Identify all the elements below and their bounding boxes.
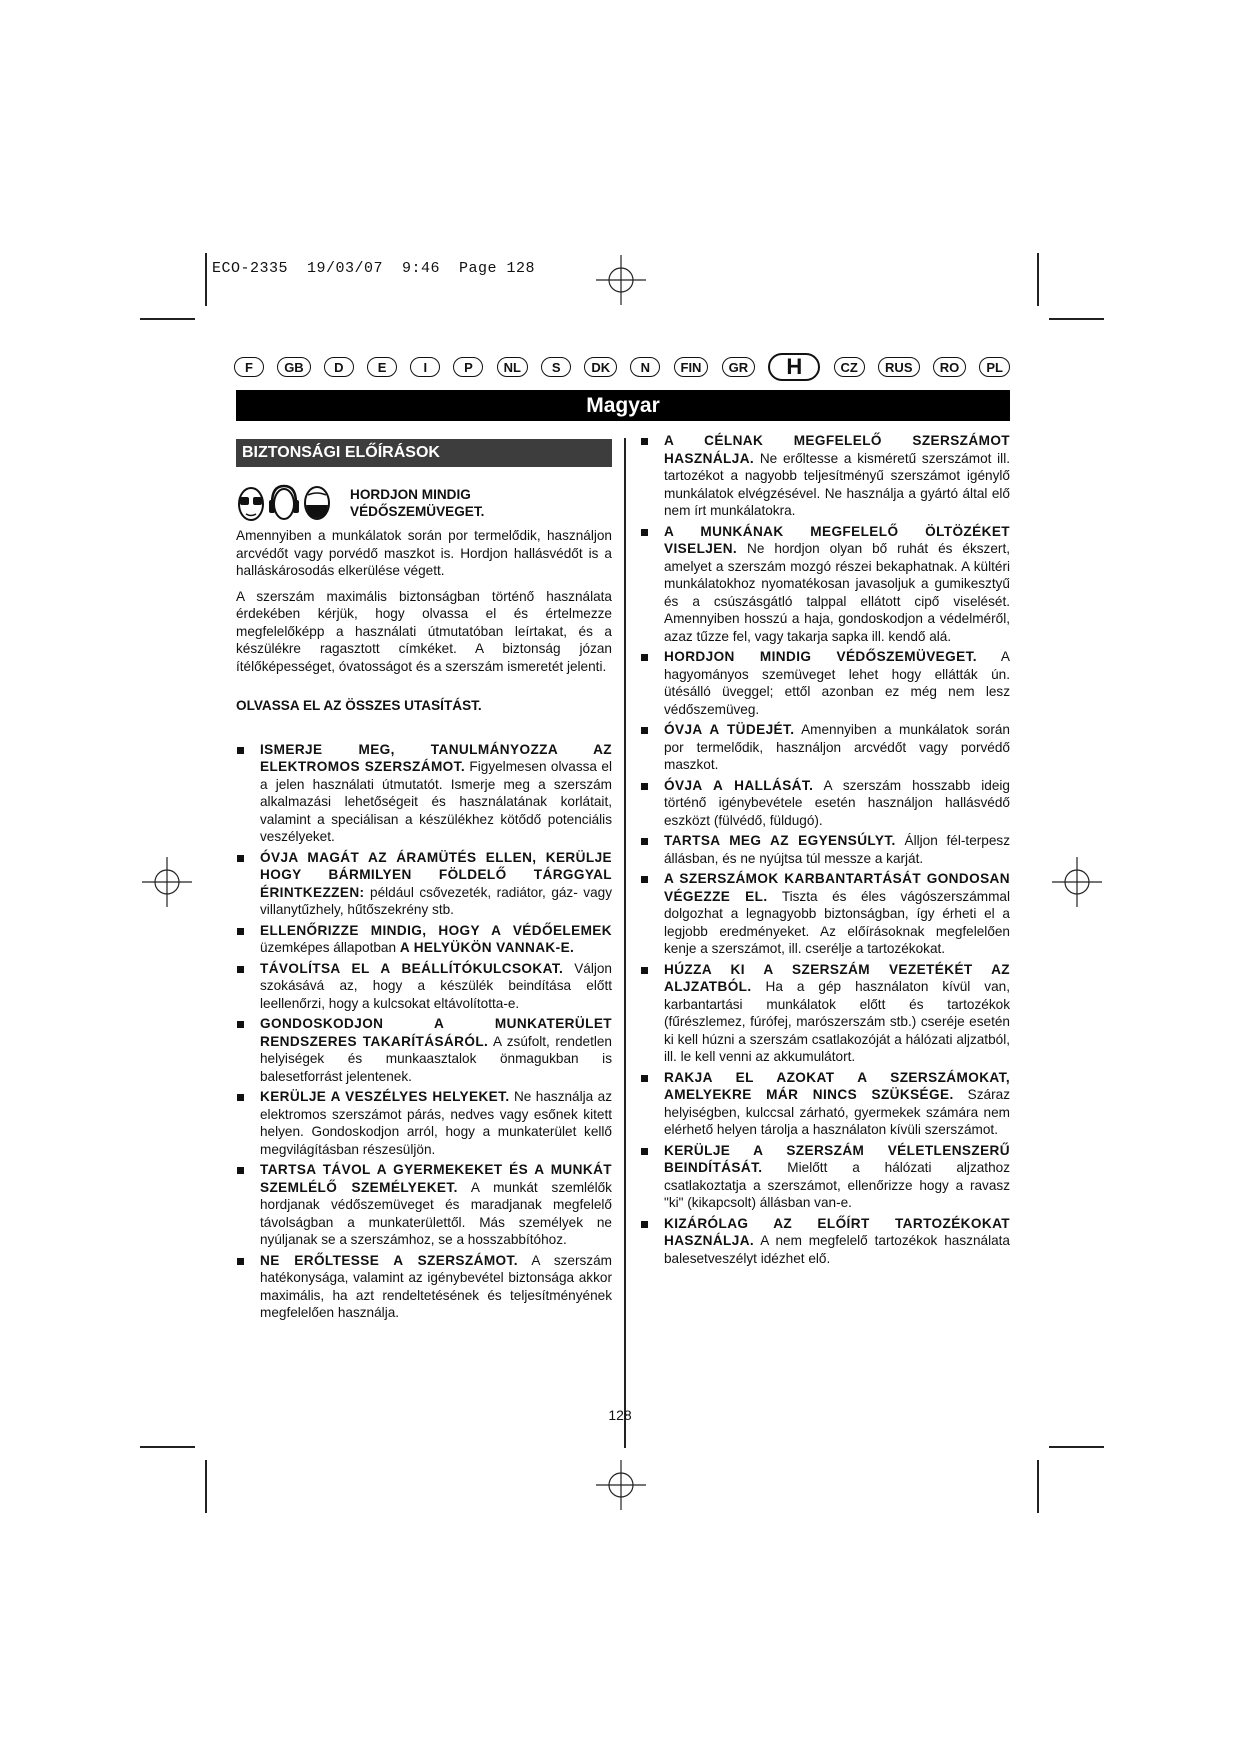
left-safety-list	[236, 741, 612, 1322]
left-column	[236, 432, 612, 1325]
language-rus: RUS	[878, 357, 919, 377]
safety-rule-text: Tiszta és éles vágószerszámmal dolgozhat a legnagyobb biztonságban, így érheti el a legjobb eredményeket. Az előírásoknak megfelelően kenje a szerszámot, ill. cserélje a tartozékokat.	[664, 888, 1010, 956]
safety-rule-text: például csővezeték, radiátor, gáz- vagy villanytűzhely, hűtőszekrény stb.	[260, 884, 612, 917]
page-title: Magyar	[236, 390, 1010, 421]
read-all-heading: OLVASSA EL AZ ÖSSZES UTASÍTÁST.	[236, 698, 482, 713]
safety-rule-text: Figyelmesen olvassa el a jelen használati útmutatót. Ismerje meg a szerszám alkalmazási lehetőségeit és használatának korlátait, valamint a speciálisan a készülékhez kötődő potenciális veszélyeket.	[260, 759, 612, 844]
crop-mark	[140, 318, 195, 320]
language-h: H	[768, 353, 820, 381]
safety-rule	[236, 1252, 612, 1322]
safety-glasses-icon	[236, 483, 266, 523]
safety-rule-title: ÓVJA MAGÁT AZ ÁRAMÜTÉS ELLEN, KERÜLJE HOGY BÁRMILYEN FÖLDELŐ TÁRGGYAL ÉRINTKEZZEN:	[260, 849, 612, 900]
language-f: F	[234, 357, 264, 377]
safety-rule-title: ELLENŐRIZZE MINDIG, HOGY A VÉDŐELEMEK	[260, 922, 612, 938]
safety-rule	[640, 432, 1010, 520]
language-p: P	[453, 357, 483, 377]
safety-rule-text: A munkát szemlélők hordjanak védőszemüveget és maradjanak megfelelő távolságban a munkaterülettől. Más személyek ne nyúljanak se a szerszámhoz, se a hosszabbítóhoz.	[260, 1179, 612, 1247]
safety-rule	[640, 870, 1010, 958]
safety-rule	[640, 1215, 1010, 1268]
safety-rule-text: Száraz helyiségben, kulccsal zárható, gyermekek számára nem elérhető helyen tárolja a használaton kívüli szerszámot.	[664, 1087, 1010, 1137]
language-ro: RO	[933, 357, 967, 377]
safety-rule	[640, 721, 1010, 774]
safety-rule-title: A SZERSZÁMOK KARBANTARTÁSÁT GONDOSAN VÉGEZZE EL.	[664, 871, 1010, 904]
safety-rule-text: Ne használja az elektromos szerszámot párás, nedves vagy esőnek kitett helyen. Gondoskodjon arról, hogy a munkaterület kellő megvilágításban részesüljön.	[260, 1089, 613, 1157]
safety-rule-title: TARTSA MEG AZ EGYENSÚLYT.	[664, 833, 896, 848]
safety-rule	[236, 849, 612, 919]
intro-paragraph: A szerszám maximális biztonságban történő használata érdekében kérjük, hogy olvassa el és értelmezze megfelelőképp a használati útmutatóban leírtakat, és a készülékre ragasztott címkéket. A biztonság józan ítélőképességet, óvatosságot és a szerszám ismeretét jelenti.	[236, 588, 612, 674]
safety-rule	[640, 1142, 1010, 1212]
safety-rule-title: ÓVJA A HALLÁSÁT.	[664, 777, 814, 793]
right-safety-list	[640, 432, 1010, 1267]
safety-rule-title: TÁVOLÍTSA EL A BEÁLLÍTÓKULCSOKAT.	[260, 960, 564, 976]
safety-rule-text: Ha a gép használaton kívül van, karbantartási munkálatok előtt és tartozékok (fűrészlemez, fúrófej, marószerszám stb.) cseréje esetén ki kell húzni a szerszám csatlakozóját a hálózati aljzatból, ill. le kell venni az akkumulátort.	[664, 979, 1010, 1064]
language-pl: PL	[979, 357, 1010, 377]
safety-rule	[236, 1161, 612, 1249]
safety-rule-title: HORDJON MINDIG VÉDŐSZEMÜVEGET.	[664, 649, 977, 664]
language-bar	[234, 352, 1010, 382]
safety-rule-text: A nem megfelelő tartozékok használata balesetveszélyt idézhet elő.	[664, 1233, 1010, 1266]
safety-rule-title: A MUNKÁNAK MEGFELELŐ ÖLTÖZÉKET VISELJEN.	[664, 523, 1010, 556]
safety-rule-text: Ne hordjon olyan bő ruhát és ékszert, amelyet a szerszám mozgó részei bekaphatnak. A kültéri munkálatokhoz nyomatékosan javasoljuk a gumikesztyű és a csúszásgátló talppal ellátott cipő viselését. Amennyiben hosszú a haja, gondoskodjon a védelméről, azaz tűzze fel, vagy takarja sapka ill. kendő alá.	[664, 541, 1010, 644]
safety-rule-text: A szerszám hatékonysága, valamint az igénybevétel biztonsága akkor maximális, ha azt rendeltetésének és teljesítményének megfelelően használja.	[260, 1252, 612, 1320]
printer-slug: ECO-2335 19/03/07 9:46 Page 128	[212, 260, 536, 277]
safety-rule	[236, 1015, 612, 1085]
crop-mark	[1037, 1460, 1039, 1513]
safety-rule-title: RAKJA EL AZOKAT A SZERSZÁMOKAT, AMELYEKRE MÁR NINCS SZÜKSÉGE.	[664, 1069, 1010, 1102]
safety-rule-text: Amennyiben a munkálatok során por termelődik, használjon arcvédőt vagy porvédő maszkot.	[664, 722, 1010, 772]
language-i: I	[410, 357, 440, 377]
crop-mark	[140, 1446, 195, 1448]
intro-paragraph: Amennyiben a munkálatok során por termelődik, használjon arcvédőt vagy porvédő maszkot is. Hordjon hallásvédőt is a halláskárosodás elkerülése végett.	[236, 528, 612, 578]
registration-mark-icon	[596, 1460, 646, 1510]
registration-mark-icon	[596, 255, 646, 305]
safety-rule-text: Mielőtt a hálózati aljzathoz csatlakoztatja a szerszámot, ellenőrizze hogy a ravasz "ki" (kikapcsolt) állásban van-e.	[664, 1160, 1010, 1210]
crop-mark	[1049, 318, 1104, 320]
safety-rule-title: GONDOSKODJON A MUNKATERÜLET RENDSZERES TAKARÍTÁSÁRÓL.	[260, 1016, 612, 1049]
icon-caption: HORDJON MINDIG VÉDŐSZEMÜVEGET.	[350, 487, 485, 519]
safety-rule-title: TARTSA TÁVOL A GYERMEKEKET ÉS A MUNKÁT SZEMLÉLŐ SZEMÉLYEKET.	[260, 1162, 612, 1195]
safety-rule	[236, 960, 612, 1013]
language-e: E	[367, 357, 397, 377]
safety-rule-text: üzemképes állapotban	[260, 940, 400, 955]
language-dk: DK	[584, 357, 617, 377]
safety-rule-title: ISMERJE MEG, TANULMÁNYOZZA AZ ELEKTROMOS SZERSZÁMOT.	[260, 741, 612, 774]
crop-mark	[1049, 1446, 1104, 1448]
language-gr: GR	[722, 357, 756, 377]
ear-protection-icon	[269, 483, 299, 523]
crop-mark	[205, 253, 207, 306]
section-heading: BIZTONSÁGI ELŐÍRÁSOK	[236, 439, 612, 467]
safety-rule-text: Váljon szokásává az, hogy a készülék beindítása előtt leellenőrzi, hogy a kulcsokat eltávolította-e.	[260, 960, 612, 1011]
right-column	[640, 432, 1010, 1270]
safety-rule-title: KERÜLJE A VESZÉLYES HELYEKET.	[260, 1089, 510, 1104]
language-n: N	[630, 357, 660, 377]
safety-rule-text: Ne erőltesse a kisméretű szerszámot ill. tartozékot a nagyobb teljesítményű szerszámot igénylő munkálatok elvégzésével. Ne használja a gyártó által elő nem írt munkálatokra.	[664, 450, 1010, 518]
safety-rule-title: NE ERŐLTESSE A SZERSZÁMOT.	[260, 1252, 518, 1268]
registration-mark-icon	[1052, 857, 1102, 907]
safety-rule-text: A zsúfolt, rendetlen helyiségek és munkaasztalok önmagukban is balesetforrást jelentenek.	[260, 1033, 612, 1084]
safety-rule-title: HÚZZA KI A SZERSZÁM VEZETÉKÉT AZ ALJZATBÓL.	[664, 961, 1010, 994]
language-cz: CZ	[834, 357, 865, 377]
safety-rule	[640, 961, 1010, 1066]
safety-rule	[236, 741, 612, 846]
language-gb: GB	[277, 357, 311, 377]
crop-mark	[1037, 253, 1039, 306]
language-s: S	[541, 357, 571, 377]
language-d: D	[324, 357, 354, 377]
safety-rule	[640, 523, 1010, 646]
safety-rule-title: A HELYÜKÖN VANNAK-E.	[399, 940, 575, 955]
safety-rule	[236, 922, 612, 957]
language-fin: FIN	[674, 357, 709, 377]
safety-rule	[640, 1069, 1010, 1139]
language-nl: NL	[497, 357, 528, 377]
safety-rule	[236, 1088, 612, 1158]
safety-rule	[640, 648, 1010, 718]
safety-rule-title: KIZÁRÓLAG AZ ELŐÍRT TARTOZÉKOKAT HASZNÁLJA.	[664, 1215, 1010, 1248]
safety-rule-text: Álljon fél-terpesz állásban, és ne nyújtsa túl messze a karját.	[664, 833, 1010, 866]
page-number: 128	[608, 1407, 632, 1423]
safety-icons-row	[236, 483, 612, 523]
safety-rule-title: ÓVJA A TÜDEJÉT.	[664, 722, 795, 737]
safety-rule-title: A CÉLNAK MEGFELELŐ SZERSZÁMOT HASZNÁLJA.	[664, 433, 1010, 466]
safety-icons	[236, 483, 332, 523]
crop-mark	[205, 1460, 207, 1513]
registration-mark-icon	[142, 857, 192, 907]
safety-rule-text: A szerszám hosszabb ideig történő igénybevétele esetén használjon hallásvédő eszközt (fülvédő, füldugó).	[664, 777, 1010, 828]
safety-rule-text: A hagyományos szemüveget lehet hogy ellátták ún. ütésálló üveggel; ettől azonban ez még nem lesz védőszemüveg.	[664, 649, 1010, 717]
safety-rule-title: KERÜLJE A SZERSZÁM VÉLETLENSZERŰ BEINDÍTÁSÁT.	[664, 1142, 1010, 1175]
column-divider	[624, 438, 626, 1448]
safety-rule	[640, 777, 1010, 830]
safety-rule	[640, 832, 1010, 867]
dust-mask-icon	[302, 483, 332, 523]
